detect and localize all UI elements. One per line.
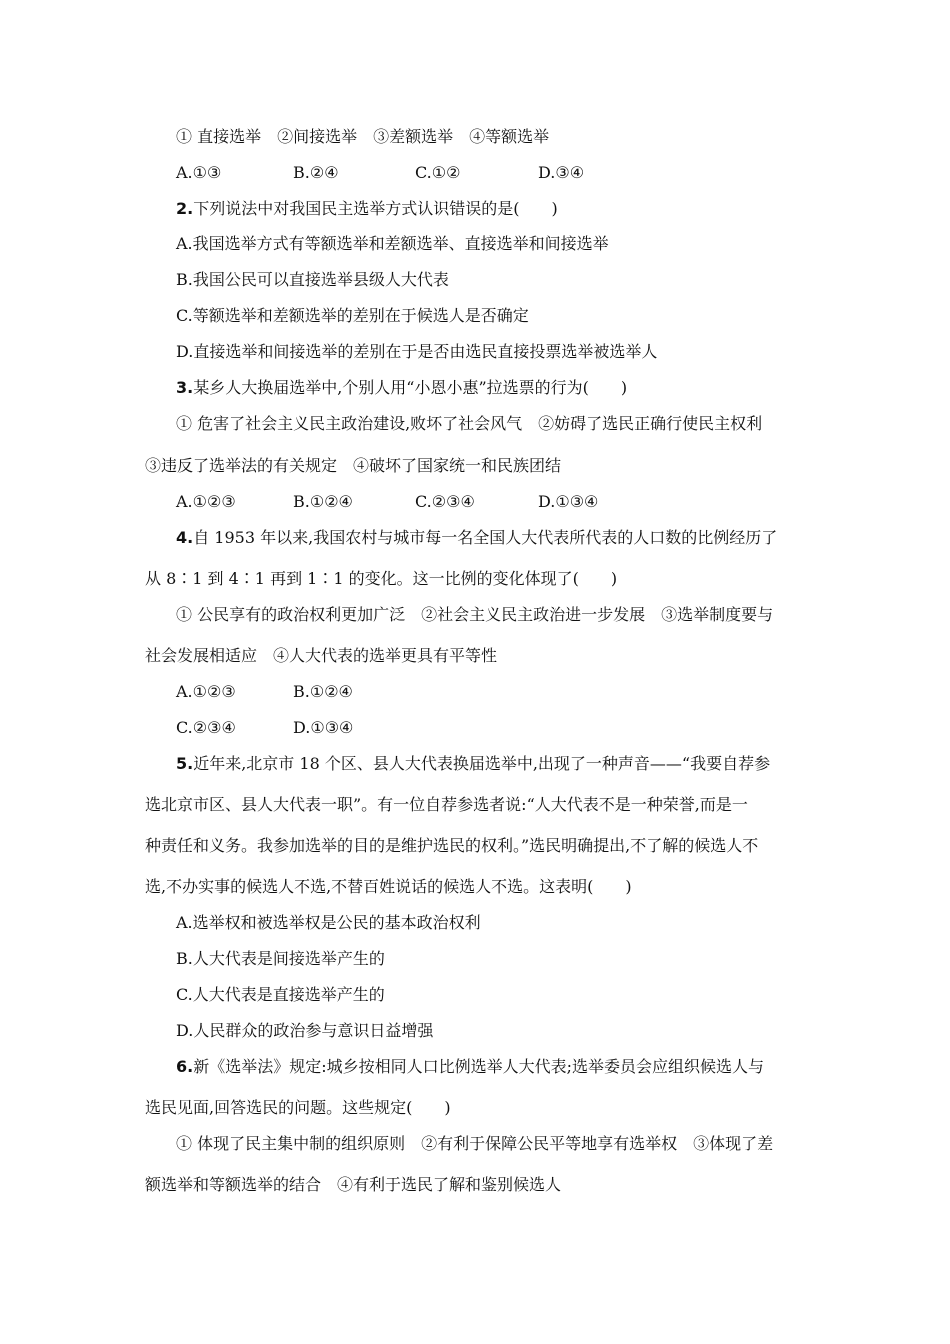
q5-option-a: A.选举权和被选举权是公民的基本政治权利	[176, 913, 481, 932]
q1-option-d: D.③④	[538, 163, 585, 182]
q3-stem	[176, 377, 627, 399]
q2-option-d: D.直接选举和间接选举的差别在于是否由选民直接投票选举被选举人	[176, 342, 658, 361]
q1-option-a: A.①③	[176, 163, 222, 182]
q5-stem-line3: 种责任和义务。我参加选举的目的是维护选民的权利。”选民明确提出,不了解的候选人不	[145, 836, 759, 855]
q3-number: 3.	[176, 378, 194, 397]
q5-stem-line2: 选北京市区、县人大代表一职”。有一位自荐参选者说:“人大代表不是一种荣誉,而是一	[145, 795, 748, 814]
q3-items-line1: ① 危害了社会主义民主政治建设,败坏了社会风气 ②妨碍了选民正确行使民主权利	[176, 414, 763, 433]
q4-stem-line1	[176, 527, 777, 549]
q2-stem	[176, 198, 558, 220]
q6-stem-line2: 选民见面,回答选民的问题。这些规定( )	[145, 1098, 451, 1117]
q4-option-b: B.①②④	[293, 682, 353, 701]
q2-number: 2.	[176, 199, 194, 218]
q6-stem-line1	[176, 1056, 764, 1078]
q3-option-a: A.①②③	[176, 492, 236, 511]
q2-option-a: A.我国选举方式有等额选举和差额选举、直接选举和间接选举	[176, 234, 609, 253]
q4-items-line1: ① 公民享有的政治权利更加广泛 ②社会主义民主政治进一步发展 ③选举制度要与	[176, 605, 774, 624]
q5-option-d: D.人民群众的政治参与意识日益增强	[176, 1021, 434, 1040]
q4-stem-text: 自 1953 年以来,我国农村与城市每一名全国人大代表所代表的人口数的比例经历了	[193, 528, 778, 547]
q5-number: 5.	[176, 754, 194, 773]
q4-option-a: A.①②③	[176, 682, 236, 701]
q5-stem-line4: 选,不办实事的候选人不选,不替百姓说话的候选人不选。这表明( )	[145, 877, 632, 896]
q2-option-b: B.我国公民可以直接选举县级人大代表	[176, 270, 449, 289]
q4-option-c: C.②③④	[176, 718, 236, 737]
q2-option-c: C.等额选举和差额选举的差别在于候选人是否确定	[176, 306, 529, 325]
q6-items-line2: 额选举和等额选举的结合 ④有利于选民了解和鉴别候选人	[145, 1175, 562, 1194]
q1-option-c: C.①②	[415, 163, 461, 182]
q4-stem-line2: 从 8∶1 到 4∶1 再到 1∶1 的变化。这一比例的变化体现了( )	[145, 569, 618, 588]
q4-items-line2: 社会发展相适应 ④人大代表的选举更具有平等性	[145, 646, 498, 665]
q1-option-b: B.②④	[293, 163, 339, 182]
q6-number: 6.	[176, 1057, 194, 1076]
q5-stem-text: 近年来,北京市 18 个区、县人大代表换届选举中,出现了一种声音——“我要自荐参	[193, 754, 771, 773]
q2-stem-text: 下列说法中对我国民主选举方式认识错误的是( )	[193, 199, 558, 218]
q3-option-c: C.②③④	[415, 492, 475, 511]
q6-items-line1: ① 体现了民主集中制的组织原则 ②有利于保障公民平等地享有选举权 ③体现了差	[176, 1134, 774, 1153]
q4-option-d: D.①③④	[293, 718, 354, 737]
q5-option-b: B.人大代表是间接选举产生的	[176, 949, 385, 968]
q4-number: 4.	[176, 528, 194, 547]
q5-stem-line1	[176, 753, 770, 775]
q5-option-c: C.人大代表是直接选举产生的	[176, 985, 385, 1004]
q3-option-b: B.①②④	[293, 492, 353, 511]
q6-stem-text: 新《选举法》规定:城乡按相同人口比例选举人大代表;选举委员会应组织候选人与	[193, 1057, 765, 1076]
q1-items: ① 直接选举 ②间接选举 ③差额选举 ④等额选举	[176, 127, 550, 146]
q3-option-d: D.①③④	[538, 492, 599, 511]
q3-items-line2: ③违反了选举法的有关规定 ④破坏了国家统一和民族团结	[145, 456, 562, 475]
q3-stem-text: 某乡人大换届选举中,个别人用“小恩小惠”拉选票的行为( )	[193, 378, 628, 397]
